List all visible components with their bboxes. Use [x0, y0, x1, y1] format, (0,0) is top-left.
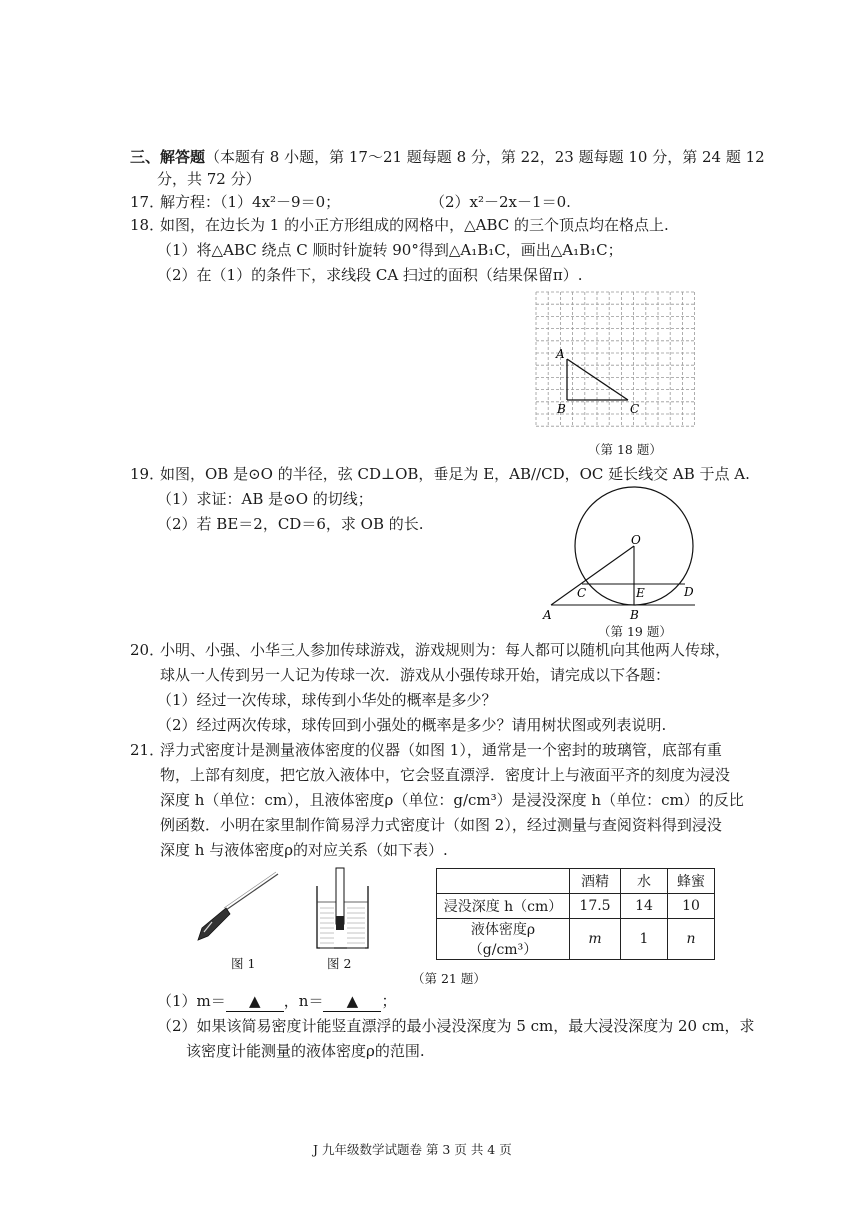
table-row [437, 894, 715, 919]
q20-number: 20． [130, 641, 165, 659]
q17-text: 解方程：（1）4x²－9＝0； [160, 193, 341, 211]
table-header-row [437, 869, 715, 894]
q21-line3: 深度 h（单位：cm），且液体密度ρ（单位：g/cm³）是浸没深度 h（单位：cm）的反比 [160, 791, 744, 809]
label-e: E [636, 586, 645, 600]
table-cell: 液体密度ρ（g/cm³） [437, 919, 570, 960]
figure-1-label: 图 1 [231, 956, 256, 971]
label-a: A [543, 608, 552, 622]
q19-part1: （1）求证：AB 是⊙O 的切线； [157, 490, 373, 508]
q19-circle-figure [535, 475, 705, 625]
section-desc-line1: （本题有 8 小题，第 17～21 题每题 8 分，第 22，23 题每题 10 分，第 24 题 12 [205, 148, 765, 166]
q18-part2: （2）在（1）的条件下，求线段 CA 扫过的面积（结果保留π）. [157, 266, 583, 284]
q21-caption: （第 21 题） [412, 971, 486, 986]
table-row [437, 919, 715, 960]
table-header-cell: 水 [621, 869, 668, 894]
beaker-figure-2 [312, 866, 374, 952]
label-b: B [630, 608, 639, 622]
q20-part2: （2）经过两次传球，球传回到小强处的概率是多少？请用树状图或列表说明. [157, 716, 667, 734]
q19-number: 19． [130, 465, 165, 483]
hydrometer-stem [226, 874, 278, 910]
q21-line4: 例函数．小明在家里制作简易浮力式密度计（如图 2），经过测量与查阅资料得到浸没 [160, 816, 722, 834]
q21-part2-line2: 该密度计能测量的液体密度ρ的范围. [186, 1042, 425, 1060]
hydrometer-bulb [198, 908, 230, 940]
table-cell: m [570, 919, 621, 960]
table-cell: 1 [621, 919, 668, 960]
table-cell: 14 [621, 894, 668, 919]
figure-2-label: 图 2 [327, 956, 352, 971]
section-heading: 三、解答题 [130, 148, 206, 166]
section-desc-line2: 分，共 72 分） [157, 170, 261, 188]
q18-number: 18． [130, 216, 165, 234]
tube-weight [336, 916, 344, 930]
q21-part1-n-label: ，n＝ [283, 992, 324, 1010]
label-c: C [630, 402, 640, 416]
table-header-cell [437, 869, 570, 894]
q20-part1: （1）经过一次传球，球传到小华处的概率是多少？ [157, 691, 497, 709]
table-cell: 17.5 [570, 894, 621, 919]
q18-grid-figure [530, 290, 700, 435]
line-oa [551, 546, 634, 605]
q21-line5: 深度 h 与液体密度ρ的对应关系（如下表）. [160, 841, 448, 859]
hydrometer-stem-edge [224, 872, 276, 908]
answer-blank-m[interactable]: ▲ [226, 991, 284, 1012]
tube [336, 868, 344, 924]
label-a: A [556, 347, 565, 361]
q18-text: 如图，在边长为 1 的小正方形组成的网格中，△ABC 的三个顶点均在格点上. [160, 216, 669, 234]
q20-line2: 球从一人传到另一人记为传球一次．游戏从小强传球开始，请完成以下各题： [160, 666, 671, 684]
q21-part1-end: ； [381, 992, 397, 1010]
section-heading-line1 [130, 147, 765, 167]
q18-caption: （第 18 题） [588, 442, 662, 457]
table-cell: 10 [668, 894, 715, 919]
q18-part1: （1）将△ABC 绕点 C 顺时针旋转 90°得到△A₁B₁C，画出△A₁B₁C； [157, 241, 623, 259]
table-cell: 浸没深度 h（cm） [437, 894, 570, 919]
q17-number: 17． [130, 193, 165, 211]
label-d: D [684, 585, 694, 599]
label-o: O [631, 533, 641, 547]
q20-line1: 小明、小强、小华三人参加传球游戏，游戏规则为：每人都可以随机向其他两人传球， [160, 641, 731, 659]
table-header-cell: 蜂蜜 [668, 869, 715, 894]
hydrometer-figure-1 [190, 870, 285, 950]
q21-part1 [157, 991, 396, 1012]
density-table [436, 868, 715, 960]
q19-part2: （2）若 BE＝2，CD＝6，求 OB 的长. [157, 515, 424, 533]
label-c: C [577, 586, 587, 600]
label-b: B [557, 402, 566, 416]
page-footer: J 九年级数学试题卷 第 3 页 共 4 页 [313, 1142, 512, 1157]
q21-number: 21． [130, 741, 165, 759]
table-cell: n [668, 919, 715, 960]
q21-line1: 浮力式密度计是测量液体密度的仪器（如图 1），通常是一个密封的玻璃管，底部有重 [160, 741, 722, 759]
q19-caption: （第 19 题） [598, 624, 672, 639]
q17-part2: （2）x²－2x－1＝0. [430, 193, 571, 211]
q21-part1-m-label: （1）m＝ [157, 992, 226, 1010]
table-header-cell: 酒精 [570, 869, 621, 894]
q21-line2: 物，上部有刻度，把它放入液体中，它会竖直漂浮．密度计上与液面平齐的刻度为浸没 [160, 766, 731, 784]
q21-part2-line1: （2）如果该简易密度计能竖直漂浮的最小浸没深度为 5 cm，最大浸没深度为 20 cm，求 [157, 1017, 755, 1035]
answer-blank-n[interactable]: ▲ [323, 991, 381, 1012]
q19-text: 如图，OB 是⊙O 的半径，弦 CD⊥OB，垂足为 E，AB//CD，OC 延长线交 AB 于点 A. [160, 465, 750, 483]
